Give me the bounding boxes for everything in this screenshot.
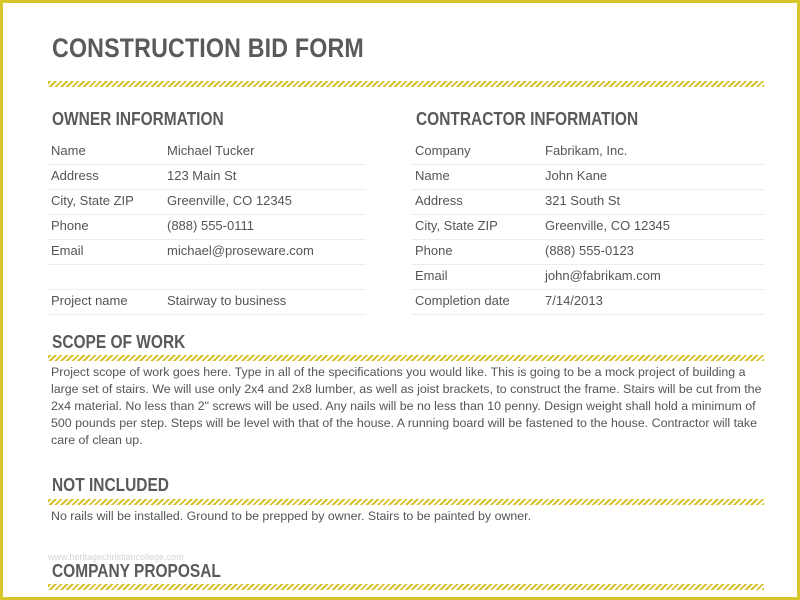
contractor-field-city-state-zip [412, 214, 764, 240]
contractor-field-phone [412, 239, 764, 265]
not-included-heading: NOT INCLUDED [52, 475, 169, 495]
contractor-heading: CONTRACTOR INFORMATION [416, 109, 639, 129]
field-value: Michael Tucker [167, 143, 255, 158]
scope-text: Project scope of work goes here. Type in all of the specifications you would like. This is going to be a mock project of building a large set of stairs. We will use only 2x4 and 2x8 lumber, as well as joist brackets, to construct the frame. Stairs will be cut from the 2x4 material. No less than 2" screws will be used. Any nails will be no less than 10 penny. Design weight shall hold a minimum of 500 pounds per step. Steps will be level with that of the house. A running board will be fastened to the house. Contractor will take care of clean up. [51, 365, 762, 447]
field-value: john@fabrikam.com [545, 268, 661, 283]
owner-field-phone [48, 214, 366, 240]
owner-field-name [48, 139, 366, 165]
field-value: 123 Main St [167, 168, 237, 183]
owner-field-address [48, 164, 366, 190]
field-label: Email [51, 243, 84, 258]
owner-field-blank [48, 264, 366, 290]
field-value: 7/14/2013 [545, 293, 603, 308]
not-included-text: No rails will be installed. Ground to be prepped by owner. Stairs to be painted by owner. [51, 509, 532, 523]
field-label: Address [415, 193, 463, 208]
page-title: CONSTRUCTION BID FORM [52, 33, 364, 63]
contractor-field-address [412, 189, 764, 215]
field-value: Stairway to business [167, 293, 287, 308]
contractor-field-email [412, 264, 764, 290]
contractor-field-name [412, 164, 764, 190]
field-label: Company [415, 143, 471, 158]
scope-divider [48, 355, 764, 361]
owner-heading: OWNER INFORMATION [52, 109, 224, 129]
field-value: 321 South St [545, 193, 621, 208]
field-value: (888) 555-0111 [167, 218, 254, 233]
field-label: Completion date [415, 293, 510, 308]
field-value: Greenville, CO 12345 [167, 193, 293, 208]
company-proposal-divider [48, 584, 764, 590]
contractor-field-company [412, 139, 764, 165]
owner-field-email [48, 239, 366, 265]
field-label: Name [51, 143, 86, 158]
field-label: Name [415, 168, 450, 183]
company-proposal-heading: COMPANY PROPOSAL [52, 561, 221, 581]
not-included-divider [48, 499, 764, 505]
field-value: michael@proseware.com [167, 243, 314, 258]
watermark-text: www.heritagechristiancollege.com [48, 552, 184, 562]
field-label: Address [51, 168, 99, 183]
field-label: Phone [51, 218, 89, 233]
field-value: Fabrikam, Inc. [545, 143, 628, 158]
field-label: City, State ZIP [415, 218, 498, 233]
field-label: City, State ZIP [51, 193, 134, 208]
field-label: Email [415, 268, 448, 283]
field-value: Greenville, CO 12345 [545, 218, 671, 233]
owner-field-city-state-zip [48, 189, 366, 215]
title-divider [48, 81, 764, 87]
field-value: (888) 555-0123 [545, 243, 634, 258]
field-label: Project name [51, 293, 128, 308]
owner-field-project-name [48, 289, 366, 315]
field-label: Phone [415, 243, 453, 258]
scope-heading: SCOPE OF WORK [52, 332, 186, 352]
field-value: John Kane [545, 168, 608, 183]
contractor-field-completion-date [412, 289, 764, 315]
